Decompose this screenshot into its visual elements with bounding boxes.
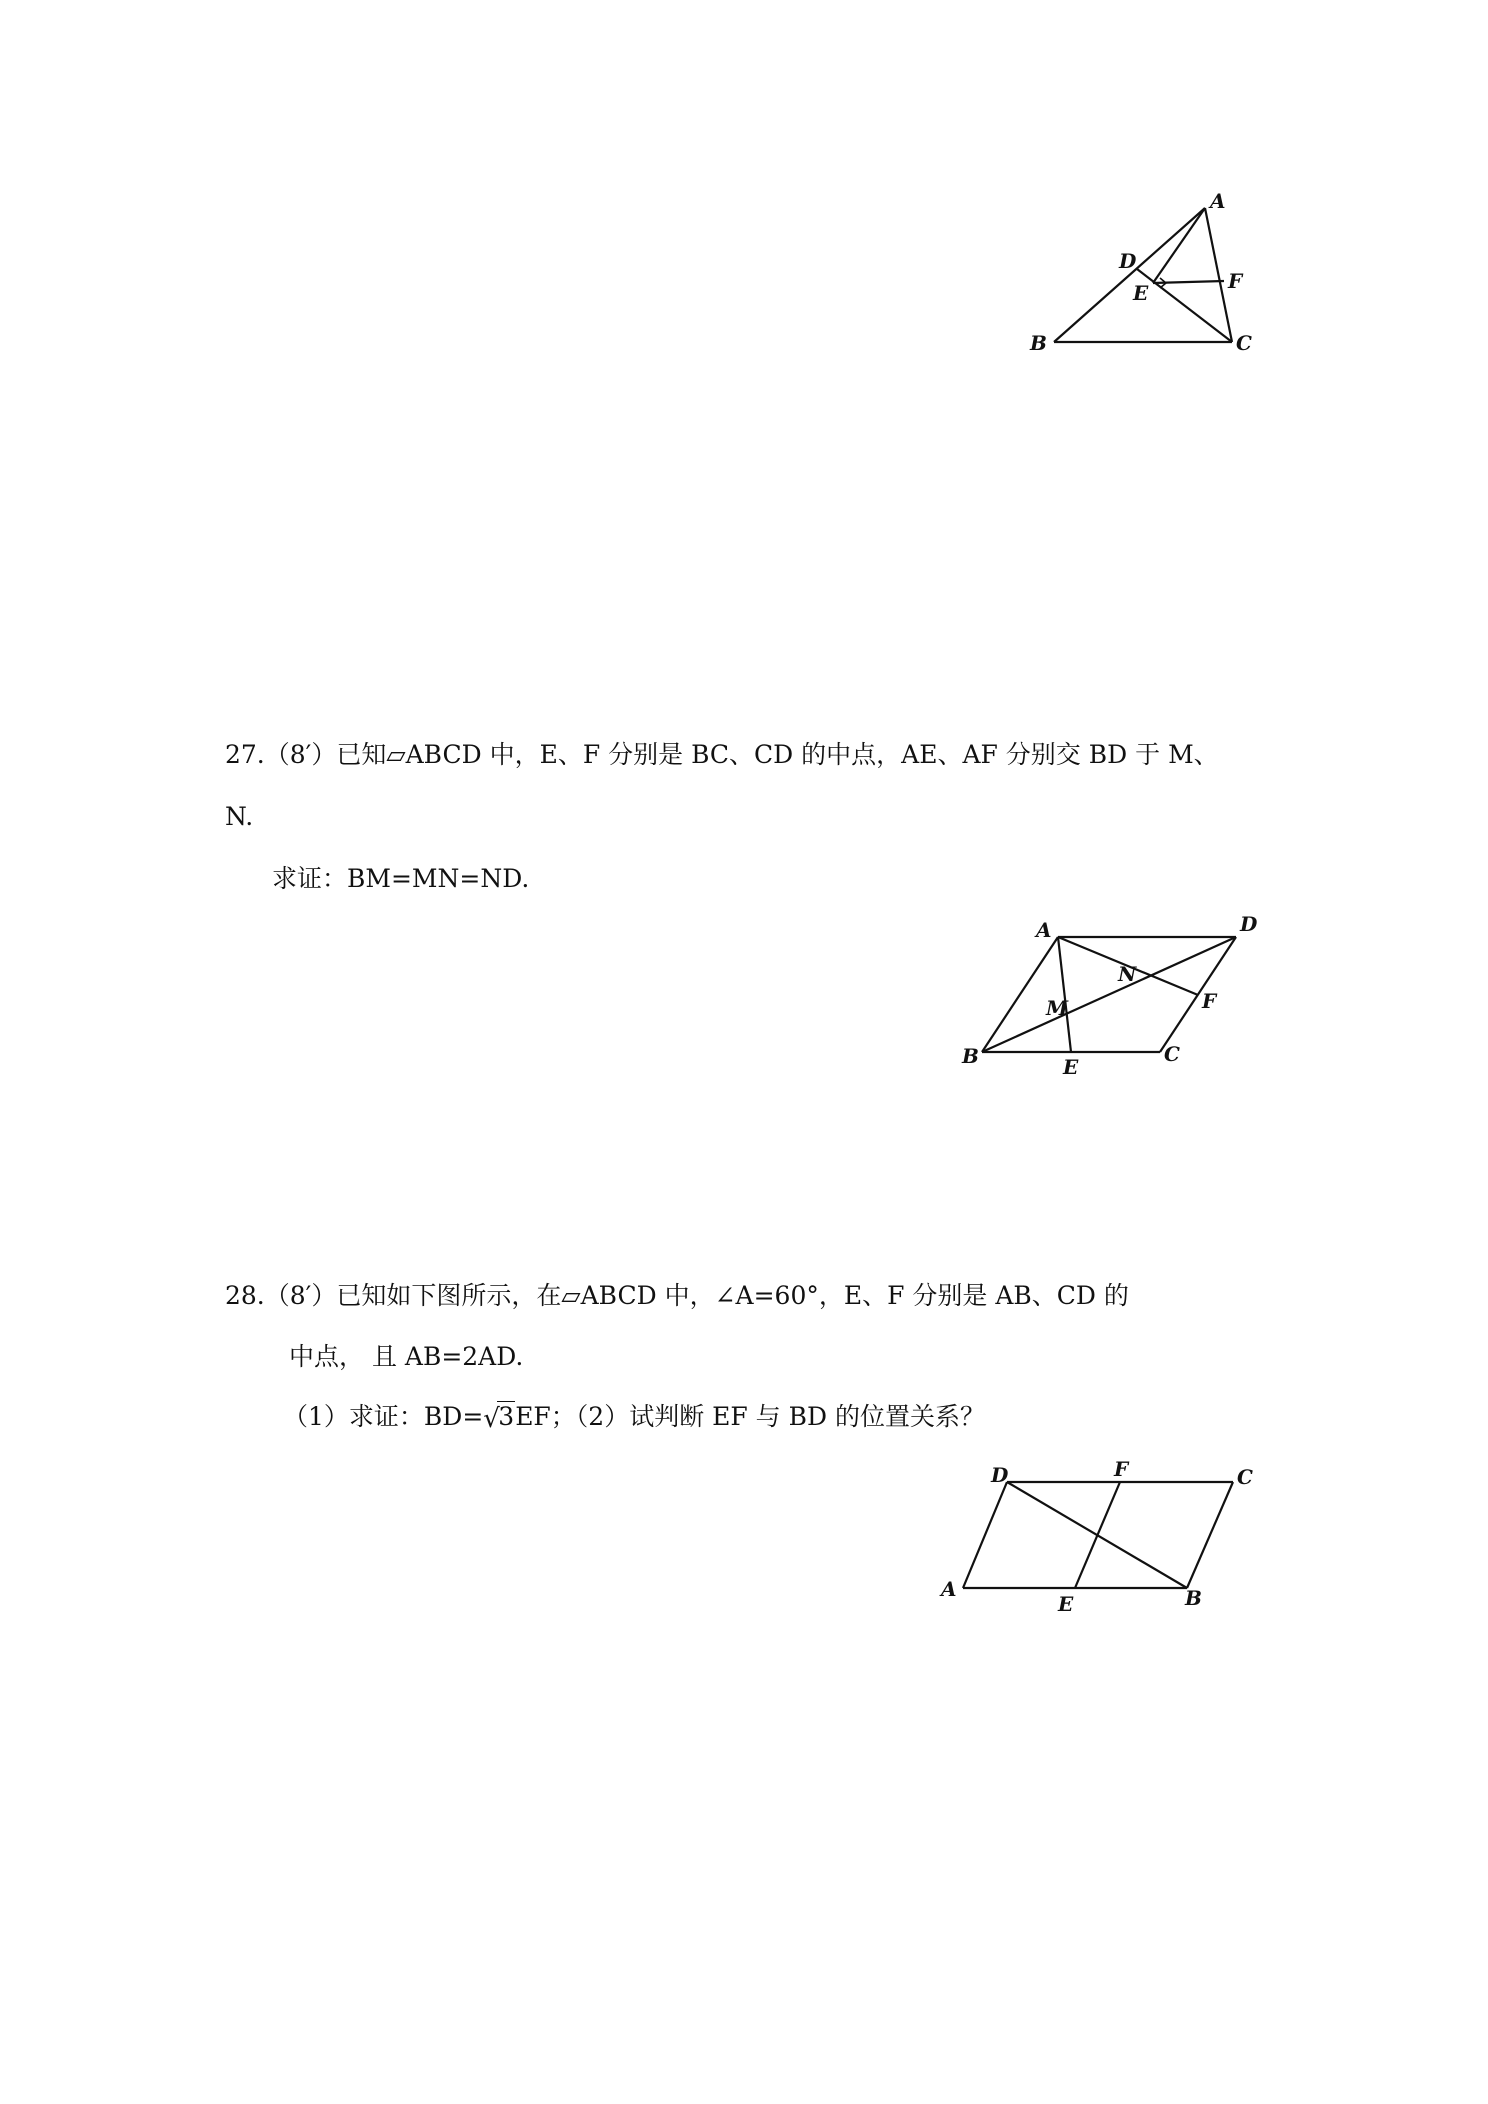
label-m: M <box>1046 996 1069 1020</box>
label-a: A <box>1036 918 1052 942</box>
side-ab <box>1054 208 1205 342</box>
segment-ae <box>1058 937 1071 1052</box>
q27-line-2 <box>225 800 253 834</box>
parallelogram-symbol: ▱ <box>386 740 406 769</box>
q27-prove-text: 求证：BM=MN=ND. <box>272 864 530 893</box>
label-e: E <box>1133 281 1149 305</box>
q27-line-1 <box>225 738 1219 772</box>
segment-ef <box>1075 1482 1120 1588</box>
q28-line-2 <box>289 1340 523 1374</box>
parallelogram-figure-27 <box>960 912 1280 1085</box>
q27-prove-line <box>272 862 529 896</box>
label-d: D <box>1240 912 1258 936</box>
label-a: A <box>941 1577 957 1601</box>
label-c: C <box>1237 1465 1253 1489</box>
label-n: N <box>1118 962 1137 986</box>
parallelogram-symbol: ▱ <box>561 1281 581 1310</box>
sqrt-value: 3 <box>498 1402 515 1431</box>
label-e: E <box>1058 1592 1074 1616</box>
label-d: D <box>1119 249 1137 273</box>
label-b: B <box>1030 331 1047 355</box>
q28-line-3 <box>283 1400 985 1434</box>
q28-statement: ABCD 中，∠A=60°，E、F 分别是 AB、CD 的 <box>580 1281 1129 1310</box>
q27-statement-continued: N. <box>225 802 254 831</box>
q28-prefix: 28.（8′）已知如下图所示，在 <box>225 1281 562 1310</box>
label-e: E <box>1063 1055 1079 1079</box>
segment-ae <box>1153 208 1205 283</box>
q28-line-1 <box>225 1279 1129 1313</box>
label-f: F <box>1114 1457 1129 1481</box>
side-ad <box>963 1482 1007 1588</box>
label-f: F <box>1228 269 1243 293</box>
triangle-figure <box>1020 190 1290 370</box>
label-a: A <box>1210 189 1226 213</box>
q27-prefix: 27.（8′）已知 <box>225 740 387 769</box>
sqrt-sign: √ <box>483 1404 500 1434</box>
side-bc <box>1187 1482 1233 1588</box>
label-b: B <box>962 1044 979 1068</box>
label-c: C <box>1164 1042 1180 1066</box>
label-c: C <box>1236 331 1252 355</box>
label-b: B <box>1185 1586 1202 1610</box>
parallelogram-figure-28 <box>935 1457 1275 1620</box>
segment-dc <box>1137 269 1232 342</box>
label-f: F <box>1202 989 1217 1013</box>
q28-statement-continued: 中点， 且 AB=2AD. <box>289 1342 524 1371</box>
sqrt-expression <box>483 1400 515 1434</box>
q28-part2-text: EF；（2）试判断 EF 与 BD 的位置关系？ <box>515 1402 985 1431</box>
q27-statement: ABCD 中，E、F 分别是 BC、CD 的中点，AE、AF 分别交 BD 于 M、 <box>405 740 1219 769</box>
q28-part1-text: （1）求证：BD= <box>283 1402 484 1431</box>
label-d: D <box>991 1463 1009 1487</box>
